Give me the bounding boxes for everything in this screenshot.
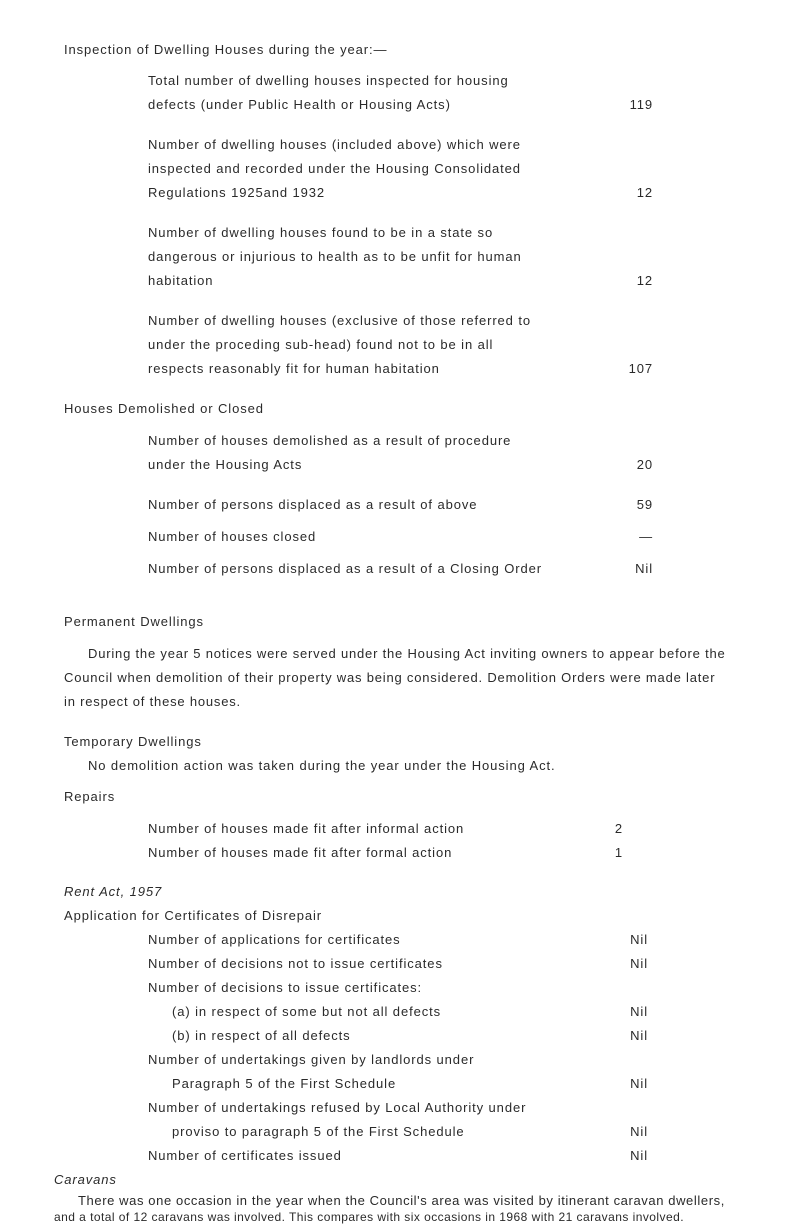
inspection-item-3-line-3: habitation bbox=[148, 273, 214, 288]
rent-act-row-label: Number of undertakings refused by Local Authority under bbox=[148, 1100, 527, 1115]
permanent-line-3: in respect of these houses. bbox=[64, 694, 241, 709]
permanent-line-2: Council when demolition of their property was being considered. Demolition Orders were made later bbox=[64, 670, 716, 685]
inspection-item-2-value: 12 bbox=[636, 185, 653, 200]
inspection-item-4-value: 107 bbox=[628, 361, 653, 376]
demolished-item-2-label: Number of persons displaced as a result of above bbox=[148, 497, 478, 512]
demolished-item-4-value: Nil bbox=[635, 561, 653, 576]
rent-act-row-label: proviso to paragraph 5 of the First Schedule bbox=[172, 1124, 465, 1139]
rent-act-row-value: Nil bbox=[630, 932, 648, 947]
demolished-item-3-label: Number of houses closed bbox=[148, 529, 317, 544]
demolished-item-1-value: 20 bbox=[636, 457, 653, 472]
repairs-item-2-label: Number of houses made fit after formal action bbox=[148, 845, 453, 860]
demolished-item-1-line-2: under the Housing Acts bbox=[148, 457, 303, 472]
inspection-heading: Inspection of Dwelling Houses during the year:— bbox=[64, 42, 388, 57]
inspection-item-3-value: 12 bbox=[636, 273, 653, 288]
rent-act-subheading: Application for Certificates of Disrepair bbox=[64, 908, 322, 923]
rent-act-row-value: Nil bbox=[630, 1124, 648, 1139]
temporary-text: No demolition action was taken during the year under the Housing Act. bbox=[88, 758, 556, 773]
rent-act-row-label: Number of applications for certificates bbox=[148, 932, 401, 947]
rent-act-row-label: (b) in respect of all defects bbox=[172, 1028, 351, 1043]
inspection-item-3-line-2: dangerous or injurious to health as to be unfit for human bbox=[148, 249, 522, 264]
permanent-line-1: During the year 5 notices were served under the Housing Act inviting owners to appear before the bbox=[88, 646, 726, 661]
repairs-item-1-label: Number of houses made fit after informal action bbox=[148, 821, 465, 836]
caravans-line-1: There was one occasion in the year when the Council's area was visited by itinerant caravan dwellers, bbox=[78, 1193, 725, 1208]
demolished-item-3-value: — bbox=[639, 529, 653, 544]
rent-act-heading: Rent Act, 1957 bbox=[64, 884, 163, 899]
rent-act-row-value: Nil bbox=[630, 1004, 648, 1019]
rent-act-row-label: Number of decisions not to issue certificates bbox=[148, 956, 443, 971]
inspection-item-2-line-1: Number of dwelling houses (included above) which were bbox=[148, 137, 521, 152]
demolished-item-2-value: 59 bbox=[636, 497, 653, 512]
rent-act-row-label: (a) in respect of some but not all defects bbox=[172, 1004, 442, 1019]
inspection-item-1-value: 119 bbox=[629, 97, 653, 112]
repairs-item-1-value: 2 bbox=[614, 821, 623, 836]
inspection-item-2-line-3: Regulations 1925and 1932 bbox=[148, 185, 326, 200]
demolished-item-4-label: Number of persons displaced as a result of a Closing Order bbox=[148, 561, 542, 576]
caravans-line-2: and a total of 12 caravans was involved. This compares with six occasions in 1968 with 21 caravans involved. bbox=[54, 1210, 685, 1224]
rent-act-row-label: Number of decisions to issue certificates: bbox=[148, 980, 423, 995]
inspection-item-4-line-3: respects reasonably fit for human habitation bbox=[148, 361, 440, 376]
demolished-heading: Houses Demolished or Closed bbox=[64, 401, 264, 416]
inspection-item-1-line-1: Total number of dwelling houses inspected for housing bbox=[148, 73, 509, 88]
rent-act-row-value: Nil bbox=[630, 1076, 648, 1091]
caravans-heading: Caravans bbox=[54, 1172, 117, 1187]
demolished-item-1-line-1: Number of houses demolished as a result of procedure bbox=[148, 433, 512, 448]
rent-act-row-value: Nil bbox=[630, 1028, 648, 1043]
repairs-item-2-value: 1 bbox=[614, 845, 623, 860]
rent-act-row-label: Paragraph 5 of the First Schedule bbox=[172, 1076, 397, 1091]
rent-act-row-label: Number of certificates issued bbox=[148, 1148, 342, 1163]
inspection-item-4-line-1: Number of dwelling houses (exclusive of those referred to bbox=[148, 313, 531, 328]
rent-act-row-label: Number of undertakings given by landlords under bbox=[148, 1052, 475, 1067]
inspection-item-2-line-2: inspected and recorded under the Housing Consolidated bbox=[148, 161, 521, 176]
temporary-heading: Temporary Dwellings bbox=[64, 734, 202, 749]
repairs-heading: Repairs bbox=[64, 789, 116, 804]
rent-act-row-value: Nil bbox=[630, 956, 648, 971]
inspection-item-1-line-2: defects (under Public Health or Housing Acts) bbox=[148, 97, 451, 112]
inspection-item-4-line-2: under the proceding sub-head) found not to be in all bbox=[148, 337, 494, 352]
inspection-item-3-line-1: Number of dwelling houses found to be in a state so bbox=[148, 225, 494, 240]
permanent-heading: Permanent Dwellings bbox=[64, 614, 204, 629]
rent-act-row-value: Nil bbox=[630, 1148, 648, 1163]
